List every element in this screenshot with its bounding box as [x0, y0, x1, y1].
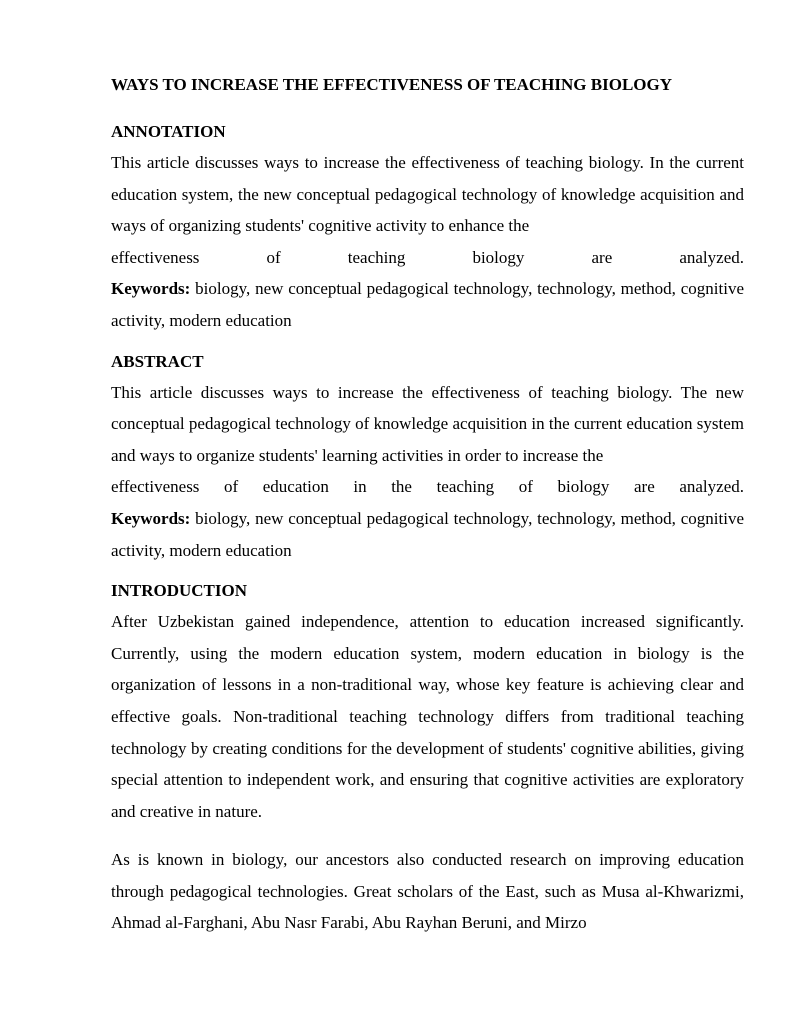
introduction-paragraph-1: After Uzbekistan gained independence, attention to education increased significantly. Currently, using the modern education system, modern education in biology is the organization of lessons in a non-traditional way, whose key feature is achieving clear and effective goals. Non-traditional teaching technology differs from traditional teaching technology by creating conditions for the development of students' cognitive abilities, giving special attention to independent work, and ensuring that cognitive activities are exploratory and creative in nature.: [111, 612, 744, 821]
section-spacer: [111, 566, 744, 580]
section-spacer: [111, 337, 744, 351]
annotation-section: [111, 121, 744, 337]
introduction-heading: INTRODUCTION: [111, 581, 248, 601]
annotation-keywords-label: Keywords:: [111, 279, 191, 299]
abstract-keywords-text: biology, new conceptual pedagogical technology, technology, method, cognitive activity, modern education: [111, 508, 744, 560]
abstract-heading: ABSTRACT: [111, 351, 204, 371]
annotation-heading: ANNOTATION: [111, 122, 226, 141]
annotation-keywords-text: biology, new conceptual pedagogical technology, technology, method, cognitive activity, modern education: [111, 279, 744, 330]
annotation-body-main: This article discusses ways to increase the effectiveness of teaching biology. In the current education system, the new conceptual pedagogical technology of knowledge acquisition and ways of organizing students' cognitive activity to enhance the: [111, 153, 744, 236]
paragraph-spacer: [111, 827, 744, 844]
annotation-body-last: effectiveness of teaching biology are analyzed.: [111, 247, 744, 267]
abstract-section: [111, 351, 744, 567]
annotation-body: [111, 147, 744, 337]
introduction-paragraph-2: As is known in biology, our ancestors also conducted research on improving education through pedagogical technologies. Great scholars of the East, such as Musa al-Khwarizmi, Ahmad al-Farghani, Abu Nasr Farabi, Abu Rayhan Beruni, and Mirzo: [111, 850, 744, 933]
abstract-keywords-label: Keywords:: [111, 508, 191, 528]
abstract-body-main: This article discusses ways to increase the effectiveness of teaching biology. The new conceptual pedagogical technology of knowledge acquisition in the current education system and ways to organize students' learning activities in order to increase the: [111, 382, 744, 465]
abstract-body: [111, 377, 744, 567]
introduction-section: [111, 580, 744, 939]
paper-title: WAYS TO INCREASE THE EFFECTIVENESS OF TEACHING BIOLOGY: [111, 75, 673, 94]
abstract-body-last: effectiveness of education in the teaching of biology are analyzed.: [111, 477, 744, 497]
